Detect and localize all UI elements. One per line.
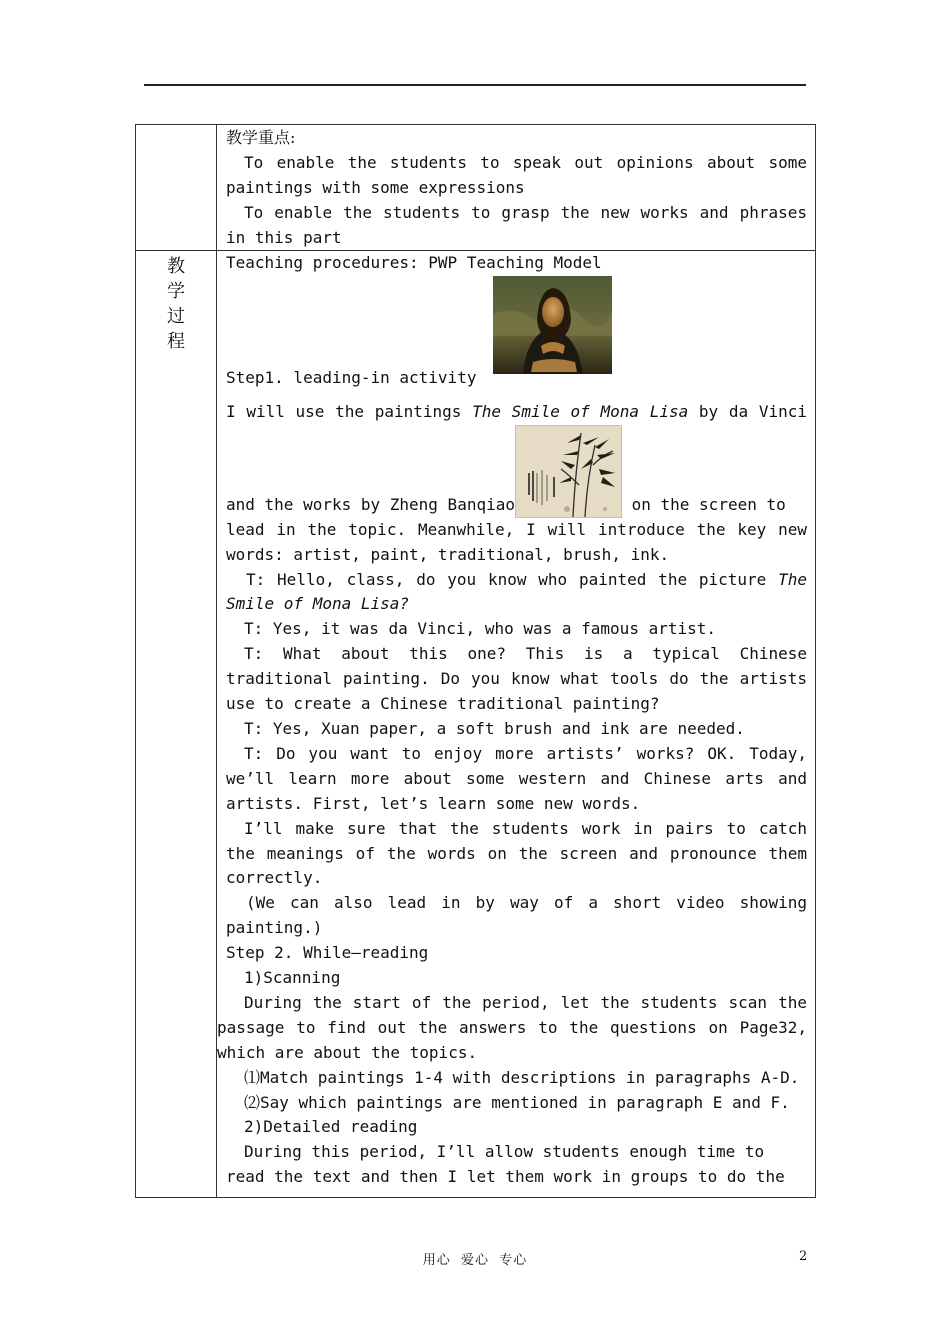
dialogue-t1 [226, 568, 807, 593]
process-label-char: 学 [167, 281, 185, 302]
bamboo-painting [515, 425, 622, 518]
step2-heading: Step 2. While—reading [226, 943, 429, 963]
process-label-char: 过 [167, 306, 185, 327]
dialogue-t3: T: What about this one? This is a typical Chinese [244, 644, 807, 664]
process-label-char: 教 [167, 256, 185, 277]
zheng-works-line [226, 425, 807, 518]
scanning-text: During the start of the period, let the students scan the [244, 992, 807, 1012]
dialogue-t1-title-cont: Smile of Mona Lisa? [226, 594, 410, 614]
pair-work-end: correctly. [226, 868, 323, 888]
pair-work-line: I’ll make sure that the students work in pairs to catch [244, 818, 807, 838]
focus-point-2-cont: in this part [226, 227, 342, 247]
detailed-reading-text: During this period, I’ll allow students enough time to [244, 1142, 765, 1162]
dialogue-t4: T: Yes, Xuan paper, a soft brush and ink are needed. [244, 718, 745, 738]
task-match: ⑴Match paintings 1-4 with descriptions in paragraphs A-D. [244, 1067, 800, 1087]
teaching-process-cell [217, 251, 816, 1198]
dialogue-t1-text: T: Hello, class, do you know who painted the picture [246, 569, 779, 589]
teaching-process-row [136, 251, 816, 1198]
step1-heading: Step1. leading-in activity [226, 367, 477, 387]
dialogue-t3-cont: traditional painting. Do you know what tools do the artists [226, 669, 807, 689]
empty-label-cell [136, 125, 217, 251]
zheng-works-text: and the works by Zheng Banqiao [226, 494, 515, 514]
video-note-cont: painting.) [226, 918, 323, 938]
focus-heading: 教学重点: [226, 128, 296, 147]
scanning-text-cont: passage to find out the answers to the questions on Page32, [217, 1017, 807, 1037]
dialogue-t1-title: The [778, 569, 807, 589]
use-paintings-text: I will use the paintings [226, 401, 473, 421]
use-paintings-line [226, 400, 807, 425]
pair-work-cont: the meanings of the words on the screen and pronounce them [226, 843, 807, 863]
dialogue-t5: T: Do you want to enjoy more artists’ works? OK. Today, [244, 743, 807, 763]
mona-lisa-painting [493, 276, 612, 374]
lesson-plan-table [135, 124, 816, 1198]
detailed-reading-cont: read the text and then I let them work in groups to do the [226, 1167, 785, 1187]
lead-in-line: lead in the topic. Meanwhile, I will introduce the key new [226, 519, 807, 539]
process-label [136, 251, 216, 354]
dialogue-t3-end: use to create a Chinese traditional painting? [226, 694, 660, 714]
dialogue-t5-end: artists. First, let’s learn some new words. [226, 793, 641, 813]
focus-point-1-cont: paintings with some expressions [226, 177, 525, 197]
footer-motto: 用心 爱心 专心 [422, 1253, 528, 1268]
dialogue-t2: T: Yes, it was da Vinci, who was a famous artist. [244, 619, 717, 639]
dialogue-t5-cont: we’ll learn more about some western and Chinese arts and [226, 768, 807, 788]
mona-lisa-title: The Smile of Mona Lisa [472, 401, 689, 421]
teaching-focus-row [136, 125, 816, 251]
procedures-line: Teaching procedures: PWP Teaching Model [226, 253, 602, 272]
video-note: (We can also lead in by way of a short video showing [246, 893, 807, 913]
header-rule [144, 84, 806, 86]
scanning-heading: 1)Scanning [244, 968, 341, 988]
teaching-focus-cell [217, 125, 816, 251]
scanning-text-end: which are about the topics. [217, 1042, 478, 1062]
focus-point-2: To enable the students to grasp the new works and phrases [244, 202, 807, 222]
on-screen-text: on the screen to [621, 494, 786, 514]
dialogue-t1-cont [226, 592, 807, 617]
page-number: 2 [799, 1249, 808, 1264]
process-label-char: 程 [167, 331, 185, 352]
process-label-cell [136, 251, 217, 1198]
focus-point-1: To enable the students to speak out opinions about some [244, 152, 807, 172]
key-words-line: words: artist, paint, traditional, brush, ink. [226, 544, 670, 564]
task-say: ⑵Say which paintings are mentioned in paragraph E and F. [244, 1092, 790, 1112]
detailed-reading-heading: 2)Detailed reading [244, 1117, 418, 1137]
use-paintings-text-2: by da Vinci [688, 401, 807, 421]
